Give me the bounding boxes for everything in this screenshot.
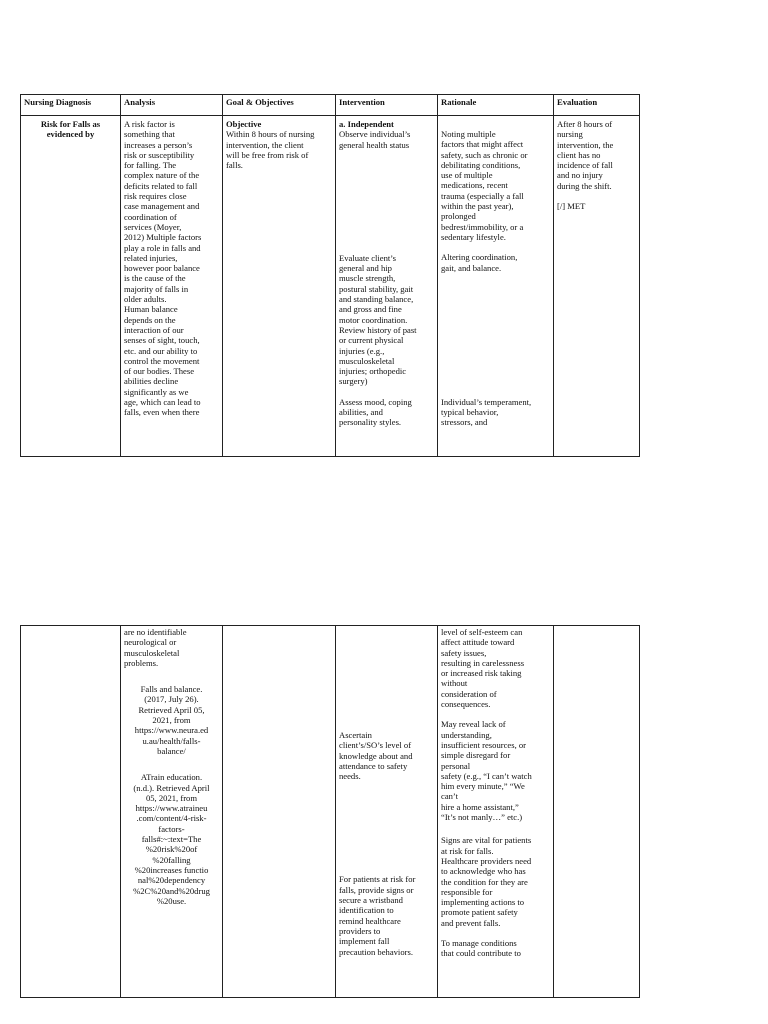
goal-text: Within 8 hours of nursing intervention, the client will be free from risk of falls. [226,129,315,171]
intervention-cell [336,626,438,998]
evaluation-status: [/] MET [557,201,586,212]
analysis-cell [121,116,223,457]
rationale-text: Individual’s temperament, typical behavior, stressors, and [441,396,532,428]
table-row [21,116,640,457]
goal-cell [223,626,336,998]
header-goal-objectives: Goal & Objectives [223,95,336,116]
goal-cell [223,116,336,457]
evaluation-cell [554,626,640,998]
rationale-text: May reveal lack of understanding, insufficient resources, or simple disregard for personal safety (e.g., “I can’t watch him every minute,” “We can’t hire a home assistant,” “It’s not manly…” etc.) [441,719,532,823]
diagnosis-cell [21,116,121,457]
header-evaluation: Evaluation [554,95,640,116]
reference-text: ATrain education. (n.d.). Retrieved April 05, 2021, from https://www.atraineu .com/content/4-risk- factors- falls#:~:text=The %20risk%20of %20falling %20increases functio nal%20dependency %2C%20and%20drug %20use. [133,772,210,906]
analysis-cell [121,626,223,998]
table-header-row [21,95,640,116]
intervention-text: Evaluate client’s general and hip muscle strength, postural stability, gait and standing balance, and gross and fine motor coordination. Review history of past or current physical injuries (e.g., musculoskeletal injuries; orthopedic surgery) [339,252,417,387]
header-rationale: Rationale [438,95,554,116]
evaluation-text: After 8 hours of nursing intervention, the client has no incidence of fall and no injury during the shift. [557,119,614,191]
intervention-text: Ascertain client’s/SO’s level of knowledge about and attendance to safety needs. [339,730,413,782]
header-analysis: Analysis [121,95,223,116]
rationale-text: Altering coordination, gait, and balance. [441,252,518,273]
intervention-heading: a. Independent [339,119,394,129]
rationale-cell [438,116,554,457]
intervention-text: For patients at risk for falls, provide signs or secure a wristband identification to remind healthcare providers to implement fall precaution behaviors. [339,874,416,957]
evaluation-cell [554,116,640,457]
rationale-text: Noting multiple factors that might affect safety, such as chronic or debilitating conditions, use of multiple medications, recent trauma (especially a fall within the past year), prolonged bedrest/immobility, or a sedentary lifestyle. [441,129,528,242]
header-intervention: Intervention [336,95,438,116]
intervention-text: Observe individual’s general health status [339,129,411,150]
diagnosis-text: Risk for Falls as evidenced by [40,119,101,140]
rationale-cell [438,626,554,998]
table-row [21,626,640,998]
rationale-text: level of self-esteem can affect attitude toward safety issues, resulting in carelessness or increased risk taking without consideration of consequences. [441,627,525,710]
rationale-text: To manage conditions that could contribute to [441,938,521,959]
care-plan-table-page-1 [20,94,640,457]
reference-text: Falls and balance. (2017, July 26). Retrieved April 05, 2021, from https://www.neura.ed u.au/health/falls- balance/ [134,684,209,756]
intervention-text: Assess mood, coping abilities, and personality styles. [339,396,412,428]
header-nursing-diagnosis: Nursing Diagnosis [21,95,121,116]
goal-heading: Objective [226,119,262,129]
analysis-text: A risk factor is something that increases a person’s risk or susceptibility for falling. The complex nature of the deficits related to fall risk requires close case management and coordination of services (Moyer, 2012) Multiple factors play a role in falls and related injuries, however poor balance is the cause of the majority of falls in older adults. Human balance depends on the interaction of our senses of sight, touch, etc. and our ability to control the movement of our bodies. These abilities decline significantly as we age, which can lead to falls, even when there [124,119,202,418]
rationale-text: Signs are vital for patients at risk for falls. Healthcare providers need to acknowledge who has the condition for they are responsible for implementing actions to promote patient safety and prevent falls. [441,835,532,928]
intervention-cell [336,116,438,457]
analysis-text: are no identifiable neurological or musculoskeletal problems. [124,627,187,668]
diagnosis-cell [21,626,121,998]
care-plan-table-page-2 [20,625,640,998]
